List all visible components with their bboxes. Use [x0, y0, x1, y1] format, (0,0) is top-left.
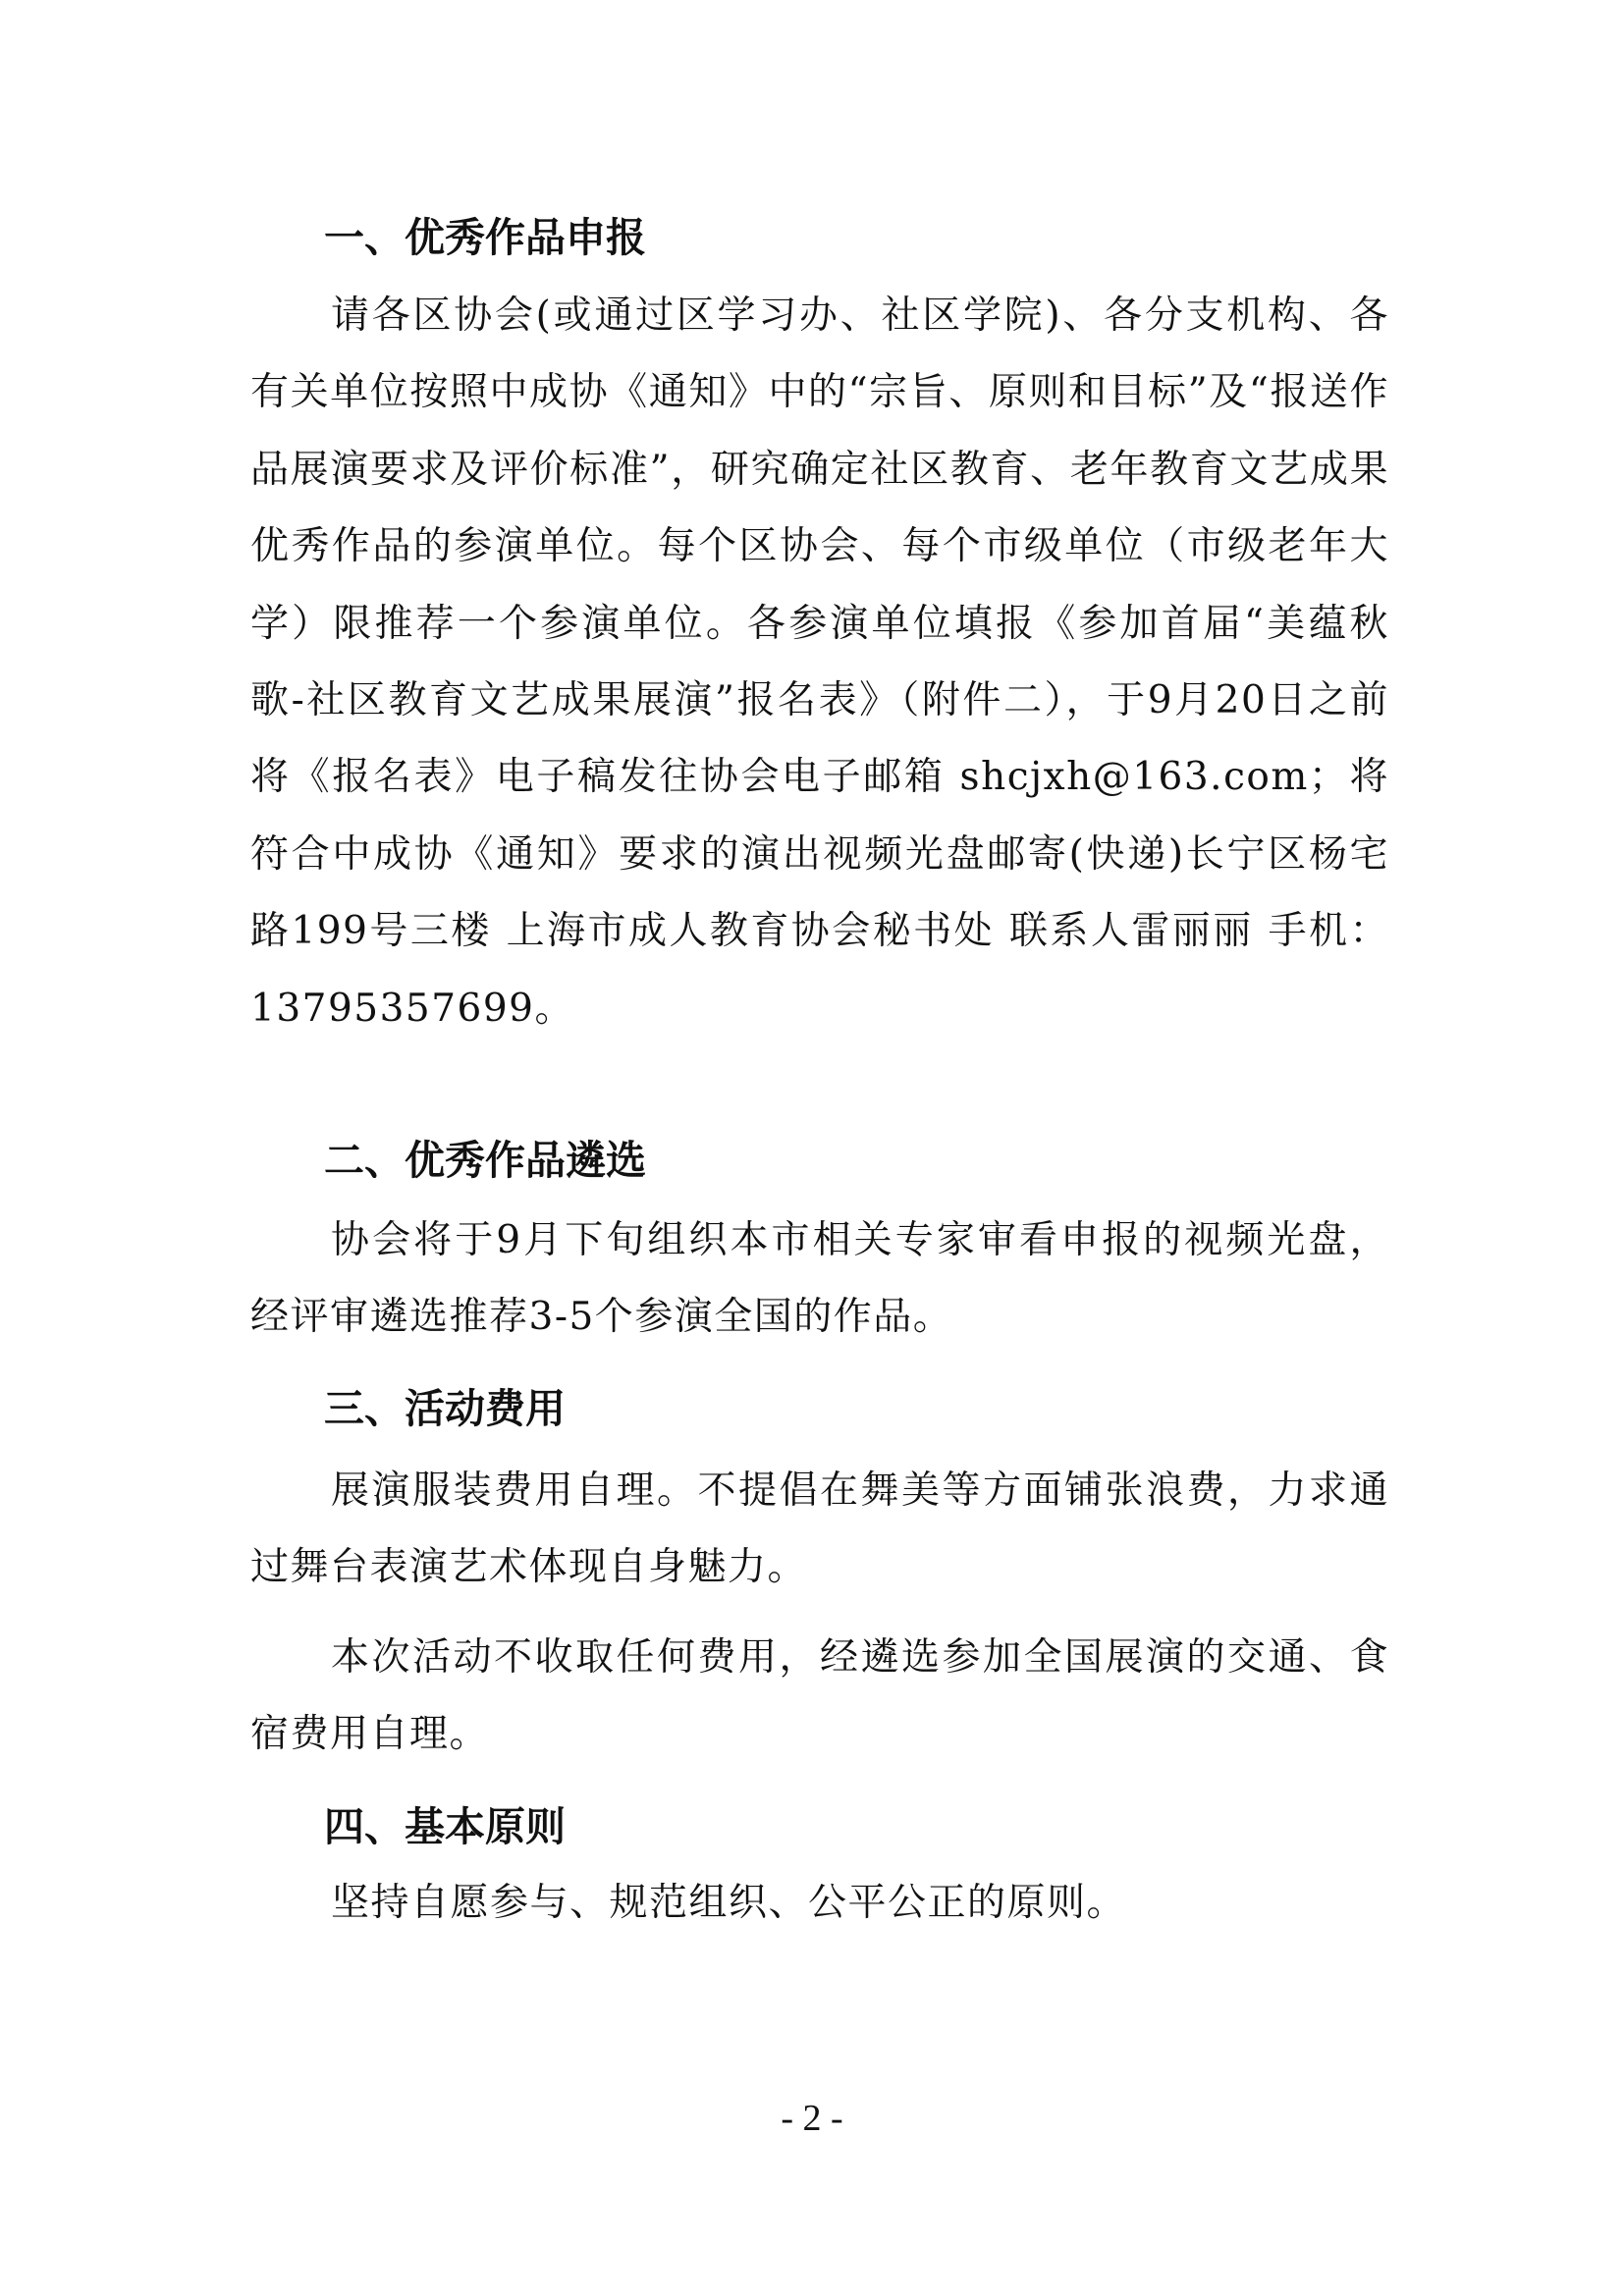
section-heading-costs: 三、活动费用: [324, 1385, 566, 1432]
section-paragraph-costs-costume: 展演服装费用自理。不提倡在舞美等方面铺张浪费，力求通过舞台表演艺术体现自身魅力。: [250, 1468, 1389, 1590]
section-paragraph-selection: 协会将于9月下旬组织本市相关专家审看申报的视频光盘，经评审遴选推荐3-5个参演全国的作品。: [250, 1218, 1389, 1340]
section-paragraph-submission: 请各区协会(或通过区学习办、社区学院)、各分支机构、各有关单位按照中成协《通知》中的“宗旨、原则和目标”及“报送作品展演要求及评价标准”，研究确定社区教育、老年教育文艺成果优秀作品的参演单位。每个区协会、每个市级单位（市级老年大学）限推荐一个参演单位。各参演单位填报《参加首届“美蕴秋歌-社区教育文艺成果展演”报名表》（附件二），于9月20日之前将《报名表》电子稿发往协会电子邮箱 shcjxh@163.com；将符合中成协《通知》要求的演出视频光盘邮寄(快递)长宁区杨宅路199号三楼 上海市成人教育协会秘书处 联系人雷丽丽 手机：13795357699。: [250, 294, 1389, 1031]
page-number: - 2 -: [781, 2098, 843, 2139]
section-paragraph-principles: 坚持自愿参与、规范组织、公平公正的原则。: [331, 1881, 1127, 1925]
section-paragraph-costs-travel: 本次活动不收取任何费用，经遴选参加全国展演的交通、食宿费用自理。: [250, 1635, 1389, 1757]
section-heading-submission: 一、优秀作品申报: [324, 214, 646, 261]
section-heading-principles: 四、基本原则: [324, 1803, 566, 1850]
section-heading-selection: 二、优秀作品遴选: [324, 1137, 646, 1184]
